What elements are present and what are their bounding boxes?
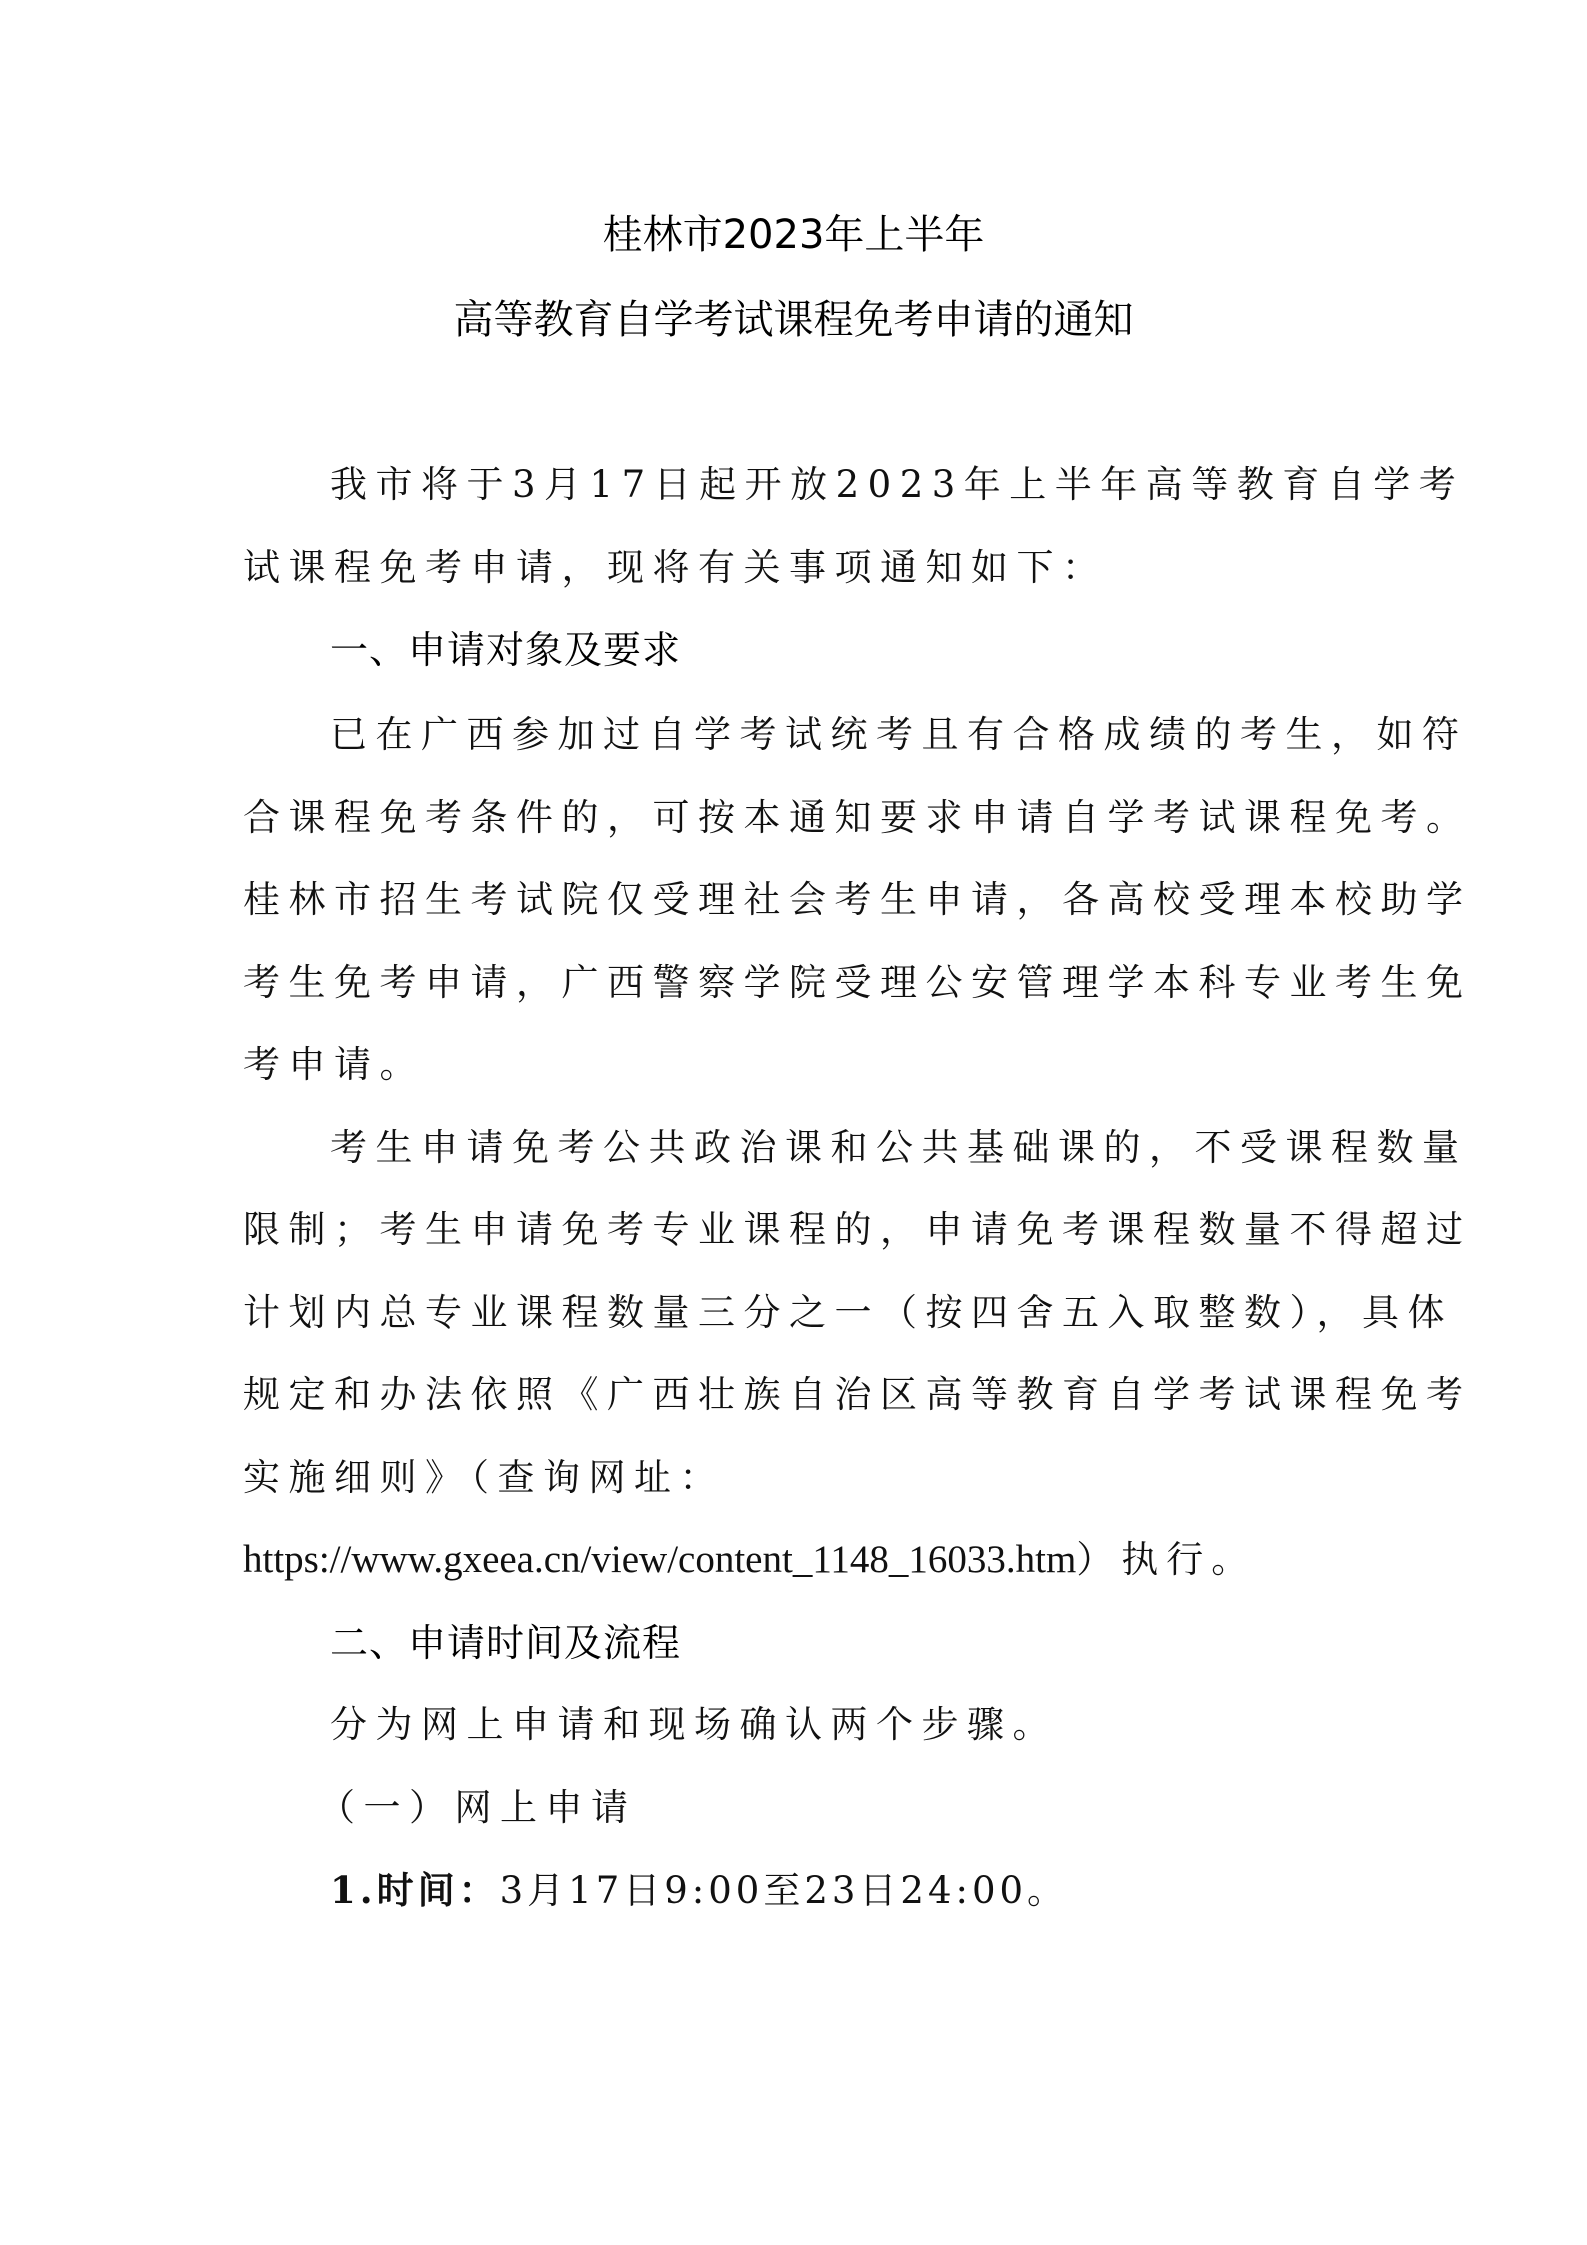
reference-url-link[interactable]: https://www.gxeea.cn/view/content_1148_16033.htm [243,1538,1077,1581]
section-1-para-1-line-1: 已在广西参加过自学考试统考且有合格成绩的考生，如符 [330,713,1468,756]
section-1-heading: 一、申请对象及要求 [330,628,682,672]
section-1-para-2-line-3: 计划内总专业课程数量三分之一（按四舍五入取整数），具体 [243,1291,1453,1334]
section-1-para-2-line-4: 规定和办法依照《广西壮族自治区高等教育自学考试课程免考 [243,1373,1472,1416]
intro-line-1: 我市将于3月17日起开放2023年上半年高等教育自学考 [330,463,1465,506]
subsection-1-item-1 [330,1862,1440,1919]
url-line [243,1532,1353,1588]
section-1-para-2-line-2: 限制；考生申请免考专业课程的，申请免考课程数量不得超过 [243,1208,1472,1251]
item-1-label: 1.时间： [330,1868,500,1912]
intro-line-2: 试课程免考申请，现将有关事项通知如下： [243,546,1108,589]
section-1-para-1-line-4: 考生免考申请，广西警察学院受理公安管理学本科专业考生免 [243,961,1472,1004]
url-line-suffix: ）执行。 [1076,1538,1257,1581]
section-1-para-2-line-5: 实施细则》（查询网址： [243,1456,725,1499]
section-1-para-1-line-3: 桂林市招生考试院仅受理社会考生申请，各高校受理本校助学 [243,878,1472,921]
section-1-para-1-line-2: 合课程免考条件的，可按本通知要求申请自学考试课程免考。 [243,796,1472,839]
document-title-line-2: 高等教育自学考试课程免考申请的通知 [453,297,1134,343]
document-title-line-1: 桂林市2023年上半年 [602,212,985,258]
subsection-1-heading: （一）网上申请 [318,1786,637,1829]
section-1-para-1-line-5: 考申请。 [243,1043,425,1086]
section-2-intro: 分为网上申请和现场确认两个步骤。 [330,1703,1058,1746]
item-1-value: 3月17日9:00至23日24:00。 [499,1869,1069,1912]
section-2-heading: 二、申请时间及流程 [330,1621,682,1665]
section-1-para-2-line-1: 考生申请免考公共政治课和公共基础课的，不受课程数量 [330,1126,1468,1169]
